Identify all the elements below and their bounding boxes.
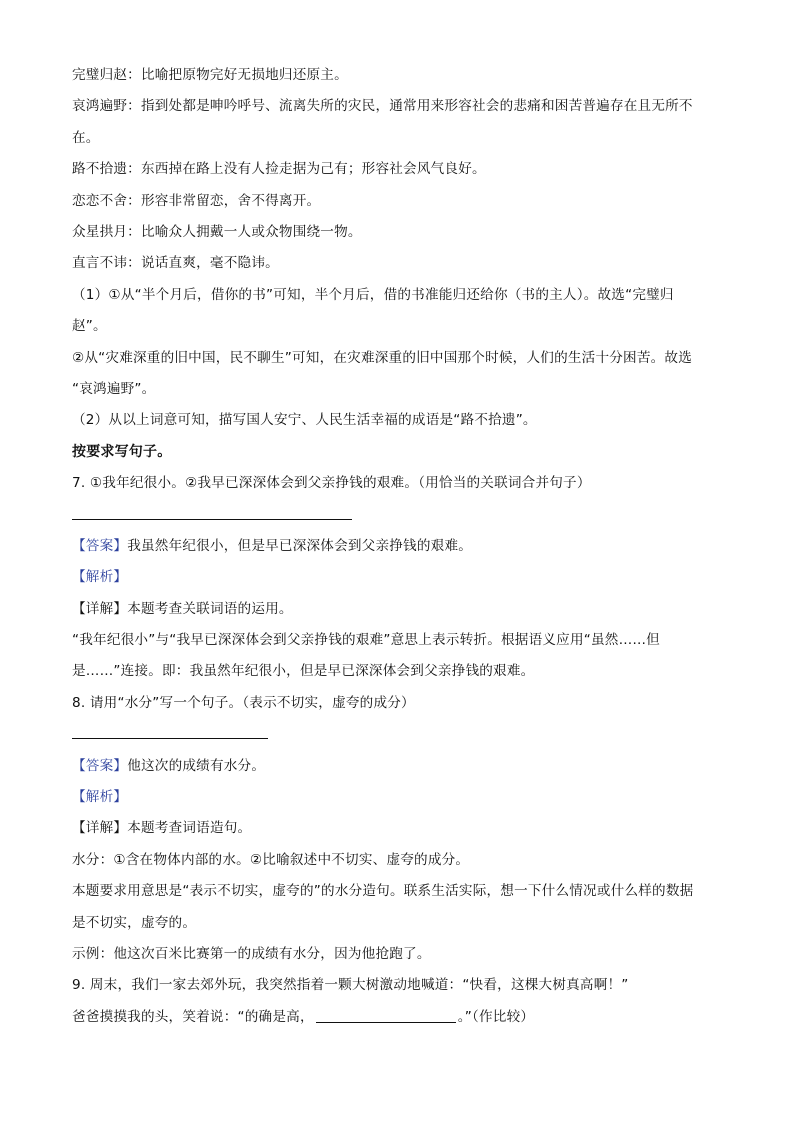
idiom-aihongbianye: 哀鸿遍野：指到处都是呻吟呼号、流离失所的灾民，通常用来形容社会的悲痛和困苦普遍存在且无所不 [72, 98, 693, 115]
detail-8-definition: 水分：①含在物体内部的水。②比喻叙述中不切实、虚夸的成分。 [72, 851, 470, 868]
question-8: 8. 请用“水分”写一个句子。（表示不切实，虚夸的成分） [72, 694, 415, 711]
idiom-lianlianbushe: 恋恋不舍：形容非常留恋，舍不得离开。 [72, 192, 321, 209]
answer-7: 【答案】我虽然年纪很小，但是早已深深体会到父亲挣钱的艰难。 [72, 537, 473, 554]
answer-tag: 【答案】 [72, 757, 128, 774]
question-9-cont: 爸爸摸摸我的头，笑着说：“的确是高， 。”（作比较） [72, 1008, 535, 1025]
answer-tag: 【答案】 [72, 537, 128, 554]
detail-7-text: “我年纪很小”与“我早已深深体会到父亲挣钱的艰难”意思上表示转折。根据语义应用“虽然……但 [72, 632, 660, 649]
analysis-2: （2）从以上词意可知，描写国人安宁、人民生活幸福的成语是“路不拾遗”。 [72, 412, 537, 429]
detail-8-text-cont: 是不切实，虚夸的。 [72, 914, 197, 931]
answer-underline-8 [72, 738, 268, 739]
content [72, 60, 724, 1033]
analysis-tag-7: 【解析】 [72, 569, 128, 586]
detail-8: 【详解】本题考查词语造句。 [72, 820, 252, 837]
idiom-zhongxinggongyue: 众星拱月：比喻众人拥戴一人或众物围绕一物。 [72, 223, 362, 240]
section-heading: 按要求写句子。 [72, 443, 172, 460]
idiom-zhiyanbuhui: 直言不讳：说话直爽，毫不隐讳。 [72, 255, 279, 272]
idiom-lubushiyi: 路不拾遗：东西掉在路上没有人捡走据为己有；形容社会风气良好。 [72, 161, 486, 178]
analysis-1b: ②从“灾难深重的旧中国，民不聊生”可知，在灾难深重的旧中国那个时候，人们的生活十分困苦。故选 [72, 349, 692, 366]
analysis-1a: （1）①从“半个月后，借你的书”可知，半个月后，借的书准能归还给你（书的主人）。故选“完璧归 [72, 286, 674, 303]
answer-line-8 [72, 719, 724, 750]
answer-underline-7 [72, 519, 352, 520]
analysis-1b-cont: “哀鸿遍野”。 [72, 380, 156, 397]
idiom-aihongbianye-cont: 在。 [72, 129, 100, 146]
detail-tag: 【详解】 [72, 820, 128, 837]
detail-7: 【详解】本题考查关联词语的运用。 [72, 600, 293, 617]
analysis-1a-cont: 赵”。 [72, 318, 107, 335]
fill-blank[interactable] [316, 1008, 456, 1023]
question-7: 7. ①我年纪很小。②我早已深深体会到父亲挣钱的艰难。（用恰当的关联词合并句子） [72, 475, 591, 492]
detail-7-text-cont: 是……”连接。即：我虽然年纪很小，但是早已深深体会到父亲挣钱的艰难。 [72, 663, 535, 680]
detail-8-example: 示例：他这次百米比赛第一的成绩有水分，因为他抢跑了。 [72, 945, 431, 962]
question-9: 9. 周末，我们一家去郊外玩，我突然指着一颗大树激动地喊道：“快看，这棵大树真高啊！” [72, 977, 629, 994]
answer-8: 【答案】他这次的成绩有水分。 [72, 757, 266, 774]
detail-8-text: 本题要求用意思是“表示不切实，虚夸的”的水分造句。联系生活实际，想一下什么情况或什么样的数据 [72, 883, 694, 900]
answer-line-7 [72, 499, 724, 530]
detail-tag: 【详解】 [72, 600, 128, 617]
idiom-wanbiguizhao: 完璧归赵：比喻把原物完好无损地归还原主。 [72, 67, 348, 83]
analysis-tag-8: 【解析】 [72, 788, 128, 805]
